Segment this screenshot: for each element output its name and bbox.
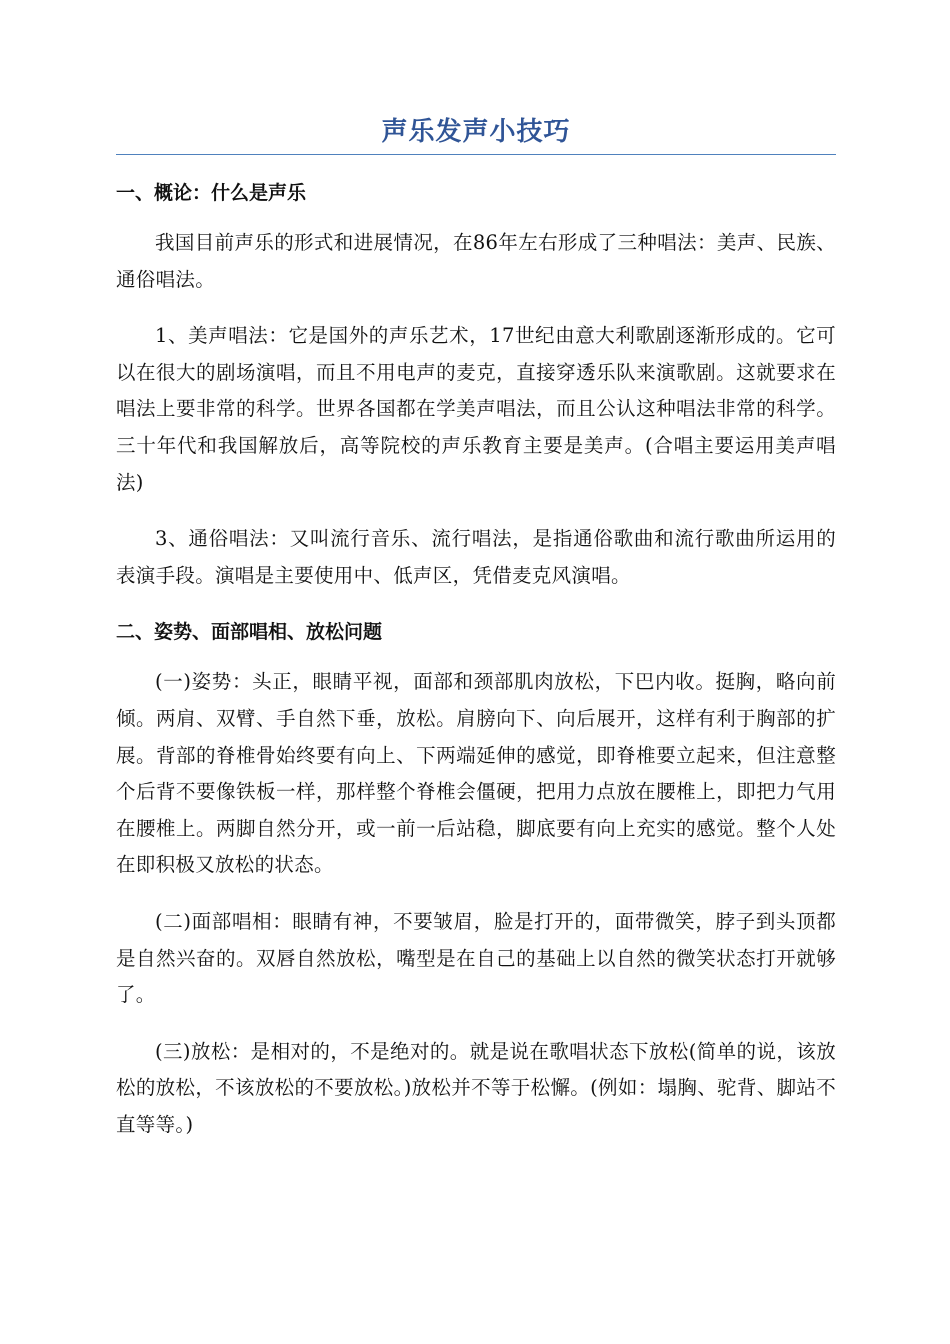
section-heading: 二、姿势、面部唱相、放松问题 xyxy=(116,621,383,644)
section-heading: 一、概论：什么是声乐 xyxy=(116,182,307,204)
paragraph: (三)放松：是相对的，不是绝对的。就是说在歌唱状态下放松(简单的说，该放松的放松，不该放松的不要放松。)放松并不等于松懈。(例如：塌胸、驼背、脚站不直等等。) xyxy=(116,1039,836,1136)
section-overview xyxy=(116,175,836,594)
paragraph: (二)面部唱相：眼睛有神，不要皱眉，脸是打开的，面带微笑，脖子到头顶都是自然兴奋的。双唇自然放松，嘴型是在自己的基础上以自然的微笑状态打开就够了。 xyxy=(116,909,836,1007)
paragraph: 3、通俗唱法：又叫流行音乐、流行唱法，是指通俗歌曲和流行歌曲所运用的表演手段。演唱是主要使用中、低声区，凭借麦克风演唱。 xyxy=(116,527,836,587)
section-posture xyxy=(116,614,836,1143)
paragraph: (一)姿势：头正，眼睛平视，面部和颈部肌肉放松，下巴内收。挺胸，略向前倾。两肩、双臂、手自然下垂，放松。肩膀向下、向后展开，这样有利于胸部的扩展。背部的脊椎骨始终要有向上、下两端延伸的感觉，即脊椎要立起来，但注意整个后背不要像铁板一样，那样整个脊椎会僵硬，把用力点放在腰椎上，即把力气用在腰椎上。两脚自然分开，或一前一后站稳，脚底要有向上充实的感觉。整个人处在即积极又放松的状态。 xyxy=(116,670,836,877)
page-title: 声乐发声小技巧 xyxy=(381,117,571,147)
paragraph: 我国目前声乐的形式和进展情况，在86年左右形成了三种唱法：美声、民族、通俗唱法。 xyxy=(116,231,836,291)
title-underline xyxy=(116,154,836,155)
document-page xyxy=(116,112,836,1163)
paragraph: 1、美声唱法：它是国外的声乐艺术，17世纪由意大利歌剧逐渐形成的。它可以在很大的剧场演唱，而且不用电声的麦克，直接穿透乐队来演歌剧。这就要求在唱法上要非常的科学。世界各国都在学美声唱法，而且公认这种唱法非常的科学。三十年代和我国解放后，高等院校的声乐教育主要是美声。(合唱主要运用美声唱法) xyxy=(116,324,836,494)
